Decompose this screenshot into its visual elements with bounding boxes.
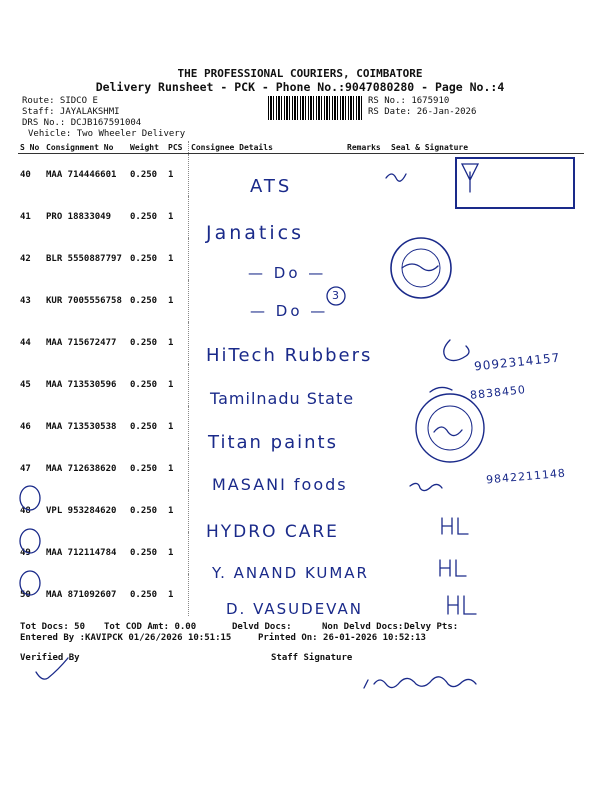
hw-consignee-48: HYDRO CARE <box>206 522 339 542</box>
hw-consignee-50: D. VASUDEVAN <box>226 600 363 618</box>
weight-value: 0.250 <box>130 590 158 600</box>
hw-phone-47: 9842211148 <box>485 466 567 487</box>
stamp-ats <box>456 158 574 208</box>
weight-value: 0.250 <box>130 464 158 474</box>
consignment-number: MAA 713530596 <box>46 380 117 390</box>
consignment-number: KUR 7005556758 <box>46 296 122 306</box>
weight-value: 0.250 <box>130 254 158 264</box>
weight-value: 0.250 <box>130 212 158 222</box>
weight-value: 0.250 <box>130 380 158 390</box>
serial-number: 41 <box>20 212 31 222</box>
pcs-count: 1 <box>168 590 174 600</box>
signature-row-40 <box>386 174 406 181</box>
stamp-logo <box>462 164 478 192</box>
col-consignment: Consignment No <box>44 141 128 154</box>
delvy-pts: Delvy Pts: <box>404 622 459 632</box>
seal-chemicals <box>416 394 484 462</box>
consignment-number: MAA 713530538 <box>46 422 117 432</box>
signature-row-47 <box>410 483 442 490</box>
consignment-number: BLR 5550887797 <box>46 254 122 264</box>
pcs-count: 1 <box>168 296 174 306</box>
serial-number: 42 <box>20 254 31 264</box>
pcs-count: 1 <box>168 212 174 222</box>
consignment-number: MAA 715672477 <box>46 338 117 348</box>
hw-phone-45: 8838450 <box>469 383 527 402</box>
route-text: Route: SIDCO E <box>22 96 98 106</box>
hw-consignee-40: ATS <box>250 176 293 197</box>
consignment-number: MAA 712114784 <box>46 548 117 558</box>
hw-consignee-44: HiTech Rubbers <box>206 345 373 366</box>
serial-number: 40 <box>20 170 31 180</box>
col-weight: Weight <box>128 141 166 154</box>
serial-number: 46 <box>20 422 31 432</box>
serial-number: 49 <box>20 548 31 558</box>
tot-docs: Tot Docs: 50 <box>20 622 86 632</box>
consignment-number: PRO 18833049 <box>46 212 112 222</box>
col-sno: S No <box>18 141 44 154</box>
serial-number: 48 <box>20 506 31 516</box>
pcs-count: 1 <box>168 464 174 474</box>
hw-circled-count: 3 <box>332 289 339 302</box>
tot-cod: Tot COD Amt: 0.00 <box>104 622 197 632</box>
serial-number: 44 <box>20 338 31 348</box>
weight-value: 0.250 <box>130 296 158 306</box>
vehicle-text: Vehicle: Two Wheeler Delivery <box>28 129 186 139</box>
col-consignee: Consignee Details <box>189 141 346 154</box>
weight-value: 0.250 <box>130 422 158 432</box>
hw-consignee-46: Titan paints <box>208 432 338 453</box>
serial-number: 45 <box>20 380 31 390</box>
circle-sno-50 <box>20 571 40 595</box>
initials-row-49 <box>440 560 466 576</box>
printed-on: Printed On: 26-01-2026 10:52:13 <box>258 633 426 643</box>
pcs-count: 1 <box>168 380 174 390</box>
entered-by: Entered By :KAVIPCK 01/26/2026 10:51:15 <box>20 633 232 643</box>
col-remarks: Remarks <box>345 141 389 154</box>
weight-value: 0.250 <box>130 338 158 348</box>
initials-row-48 <box>442 518 468 534</box>
serial-number: 43 <box>20 296 31 306</box>
staff-signature-ink <box>364 677 476 688</box>
hw-consignee-47: MASANI foods <box>212 475 348 494</box>
circle-mark-3 <box>327 287 345 305</box>
hw-consignee-43: — Do — <box>250 302 329 320</box>
weight-value: 0.250 <box>130 506 158 516</box>
consignment-number: MAA 871092607 <box>46 590 117 600</box>
staff-text: Staff: JAYALAKSHMI <box>22 107 120 117</box>
consignment-number: MAA 712638620 <box>46 464 117 474</box>
initials-row-50 <box>448 596 476 614</box>
non-delvd-docs: Non Delvd Docs: <box>322 622 404 632</box>
weight-value: 0.250 <box>130 548 158 558</box>
rs-date: RS Date: 26-Jan-2026 <box>368 107 477 117</box>
serial-number: 47 <box>20 464 31 474</box>
pcs-count: 1 <box>168 422 174 432</box>
col-pcs: PCS <box>166 141 189 154</box>
signature-row-44 <box>444 340 469 361</box>
hw-phone-44: 9092314157 <box>473 350 561 374</box>
col-seal: Seal & Signature <box>389 141 584 154</box>
hw-consignee-41: Janatics <box>206 222 305 244</box>
consignment-number: VPL 953284620 <box>46 506 117 516</box>
circle-sno-49 <box>20 529 40 553</box>
staff-signature: Staff Signature <box>271 653 353 663</box>
runsheet-subtitle: Delivery Runsheet - PCK - Phone No.:9047080280 - Page No.:4 <box>95 80 505 94</box>
verified-by: Verified By <box>20 653 80 663</box>
pcs-count: 1 <box>168 170 174 180</box>
drs-text: DRS No.: DCJB167591004 <box>22 118 142 128</box>
consignment-number: MAA 714446601 <box>46 170 117 180</box>
circle-sno-48 <box>20 486 40 510</box>
pcs-count: 1 <box>168 338 174 348</box>
hw-consignee-49: Y. ANAND KUMAR <box>212 564 369 582</box>
hw-consignee-42: — Do — <box>248 264 327 282</box>
serial-number: 50 <box>20 590 31 600</box>
weight-value: 0.250 <box>130 170 158 180</box>
pcs-count: 1 <box>168 254 174 264</box>
rs-number: RS No.: 1675910 <box>368 96 450 106</box>
company-title: THE PROFESSIONAL COURIERS, COIMBATORE <box>177 67 423 80</box>
hw-consignee-45: Tamilnadu State <box>210 389 355 408</box>
pcs-count: 1 <box>168 548 174 558</box>
signature-row-45 <box>430 387 452 392</box>
delvd-docs: Delvd Docs: <box>232 622 292 632</box>
pcs-count: 1 <box>168 506 174 516</box>
